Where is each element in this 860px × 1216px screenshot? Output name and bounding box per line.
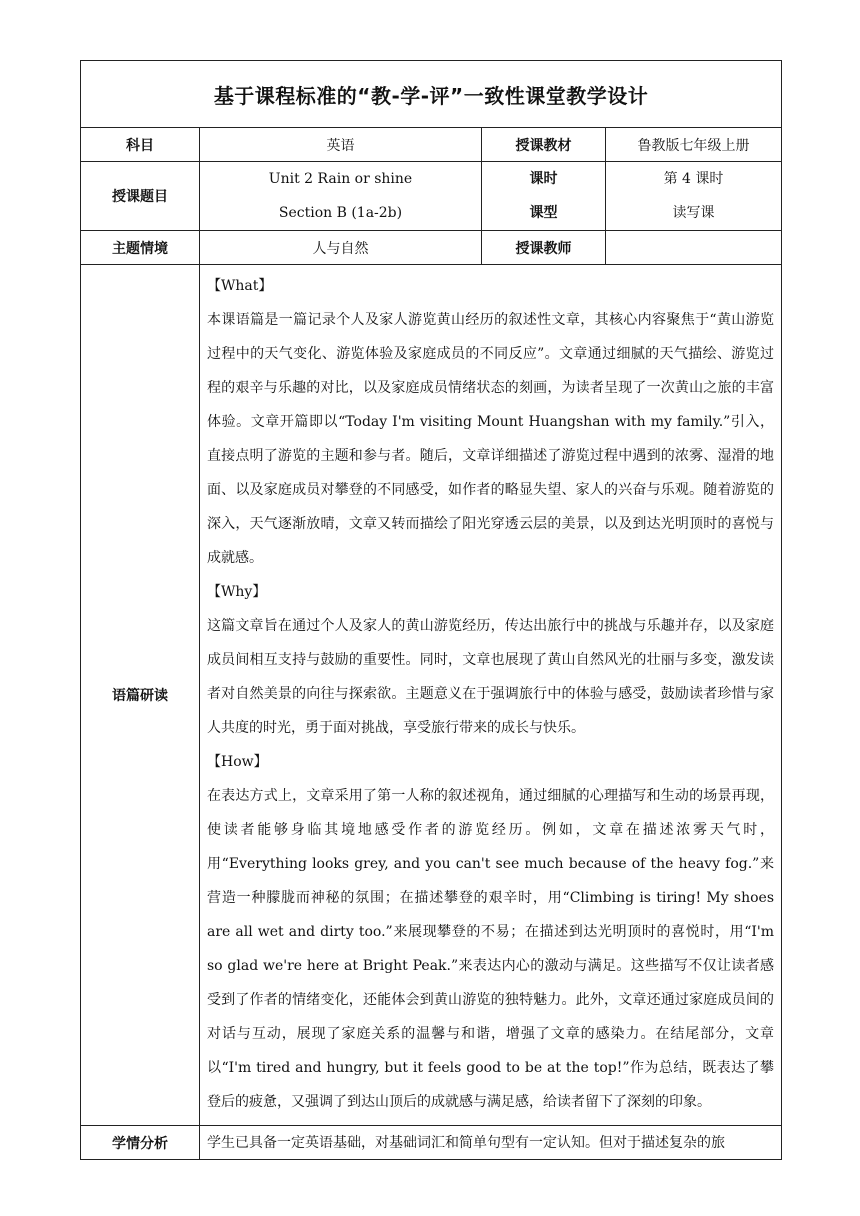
why-heading: 【Why】 <box>207 584 267 600</box>
theme-value: 人与自然 <box>200 231 482 265</box>
what-heading: 【What】 <box>207 278 273 294</box>
subject-value: 英语 <box>200 128 482 162</box>
teacher-label: 授课教师 <box>482 231 606 265</box>
text-analysis-content <box>200 265 782 1126</box>
lesson-plan-page <box>80 60 781 1160</box>
textbook-value: 鲁教版七年级上册 <box>606 128 782 162</box>
how-paragraph: 在表达方式上，文章采用了第一人称的叙述视角，通过细腻的心理描写和生动的场景再现，使读者能够身临其境地感受作者的游览经历。例如，文章在描述浓雾天气时，用“Everything looks grey, and you can't see much because of the heavy fog.”来营造一种朦胧而神秘的氛围；在描述攀登的艰辛时，用“Climbing is tiring! My shoes are all wet and dirty too.”来展现攀登的不易；在描述到达光明顶时的喜悦时，用“I'm so glad we're here at Bright Peak.”来表达内心的激动与满足。这些描写不仅让读者感受到了作者的情绪变化，还能体会到黄山游览的独特魅力。此外，文章还通过家庭成员间的对话与互动，展现了家庭关系的温馨与和谐，增强了文章的感染力。在结尾部分，文章以“I'm tired and hungry, but it feels good to be at the top!”作为总结，既表达了攀登后的疲惫，又强调了到达山顶后的成就感与满足感，给读者留下了深刻的印象。 <box>207 788 775 1110</box>
type-label: 课型 <box>529 205 558 221</box>
topic-value <box>200 162 482 231</box>
what-paragraph: 本课语篇是一篇记录个人及家人游览黄山经历的叙述性文章，其核心内容聚焦于“黄山游览过程中的天气变化、游览体验及家庭成员的不同反应”。文章通过细腻的天气描绘、游览过程的艰辛与乐趣的对比，以及家庭成员情绪状态的刻画，为读者呈现了一次黄山之旅的丰富体验。文章开篇即以“Today I'm visiting Mount Huangshan with my family.”引入，直接点明了游览的主题和参与者。随后，文章详细描述了游览过程中遇到的浓雾、湿滑的地面、以及家庭成员对攀登的不同感受，如作者的略显失望、家人的兴奋与乐观。随着游览的深入，天气逐渐放晴，文章又转而描绘了阳光穿透云层的美景，以及到达光明顶时的喜悦与成就感。 <box>207 312 775 566</box>
type-value: 读写课 <box>672 205 715 221</box>
period-value: 第 4 课时 <box>663 171 724 187</box>
textbook-label: 授课教材 <box>482 128 606 162</box>
learner-analysis-content: 学生已具备一定英语基础，对基础词汇和简单句型有一定认知。但对于描述复杂的旅 <box>200 1126 782 1160</box>
teacher-value <box>606 231 782 265</box>
topic-line-2: Section B (1a-2b) <box>278 205 403 221</box>
learner-analysis-label: 学情分析 <box>81 1126 200 1160</box>
how-heading: 【How】 <box>207 754 268 770</box>
subject-label: 科目 <box>81 128 200 162</box>
period-type-labels <box>482 162 606 231</box>
text-analysis-label: 语篇研读 <box>81 265 200 1126</box>
period-type-values <box>606 162 782 231</box>
topic-line-1: Unit 2 Rain or shine <box>268 171 413 187</box>
theme-label: 主题情境 <box>81 231 200 265</box>
document-title: 基于课程标准的“教-学-评”一致性课堂教学设计 <box>81 61 782 128</box>
topic-label: 授课题目 <box>81 162 200 231</box>
period-label: 课时 <box>529 171 558 187</box>
why-paragraph: 这篇文章旨在通过个人及家人的黄山游览经历，传达出旅行中的挑战与乐趣并存，以及家庭成员间相互支持与鼓励的重要性。同时，文章也展现了黄山自然风光的壮丽与多变，激发读者对自然美景的向往与探索欲。主题意义在于强调旅行中的体验与感受，鼓励读者珍惜与家人共度的时光，勇于面对挑战，享受旅行带来的成长与快乐。 <box>207 618 775 736</box>
lesson-plan-table <box>80 60 782 1160</box>
